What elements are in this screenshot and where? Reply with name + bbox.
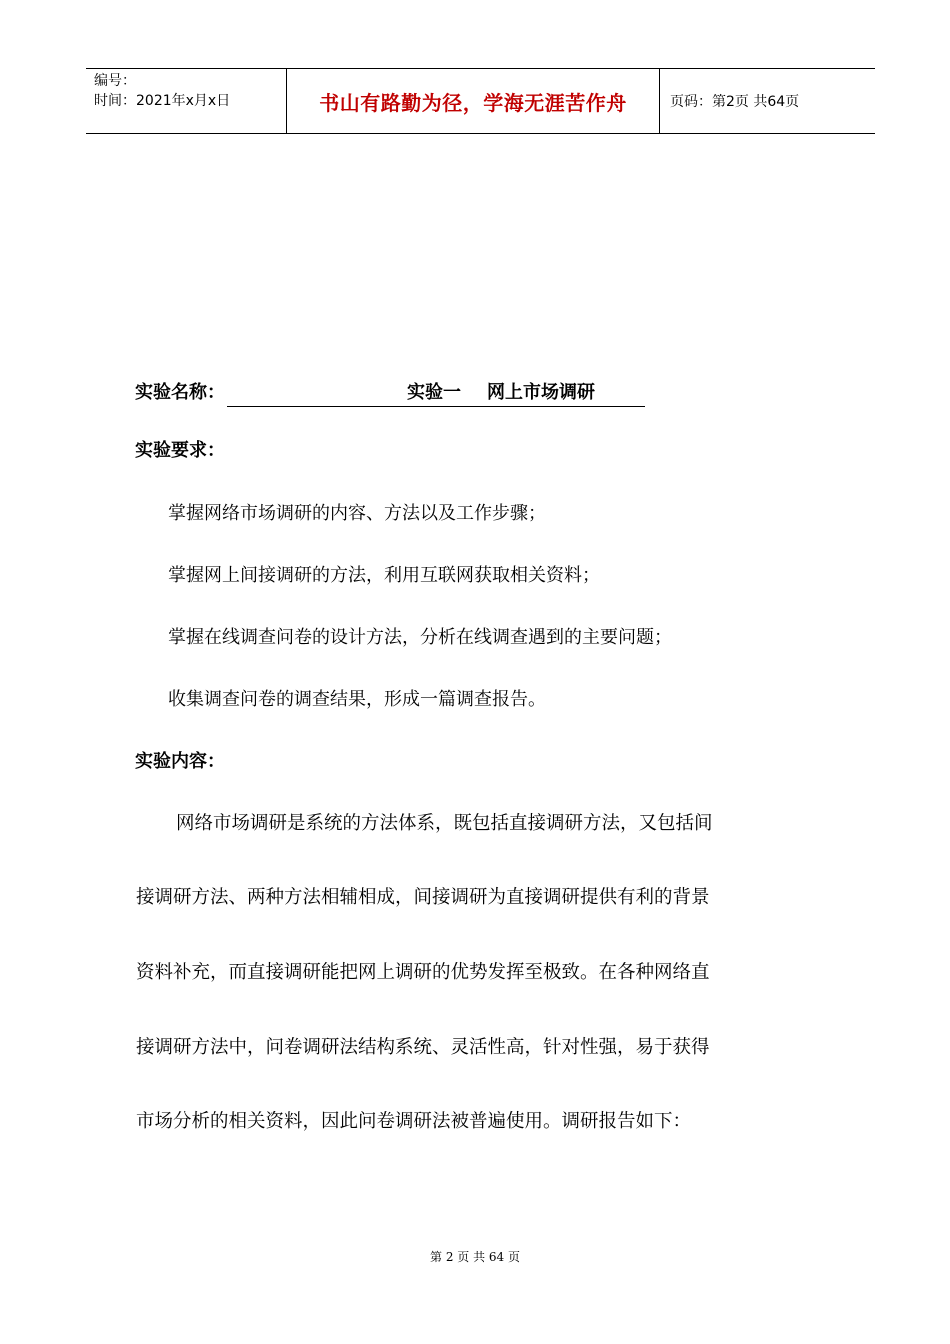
page-footer: 第 2 页 共 64 页 <box>430 1250 520 1264</box>
content-label: 实验内容： <box>135 751 225 772</box>
requirement-item: 掌握网络市场调研的内容、方法以及工作步骤； <box>168 503 546 524</box>
experiment-name-row <box>135 378 645 407</box>
number-label: 编号： <box>94 73 136 89</box>
content-line: 接调研方法中，问卷调研法结构系统、灵活性高，针对性强，易于获得 <box>136 1037 710 1058</box>
experiment-name-part1: 实验一 <box>407 382 461 403</box>
content-line: 接调研方法、两种方法相辅相成，间接调研为直接调研提供有利的背景 <box>136 887 710 908</box>
requirement-item: 收集调查问卷的调查结果，形成一篇调查报告。 <box>168 689 546 710</box>
content-line: 市场分析的相关资料，因此问卷调研法被普遍使用。调研报告如下： <box>136 1111 692 1132</box>
content-line: 资料补充，而直接调研能把网上调研的优势发挥至极致。在各种网络直 <box>136 962 710 983</box>
header-meta <box>86 69 286 133</box>
experiment-name-part2: 网上市场调研 <box>487 382 595 403</box>
requirements-label: 实验要求： <box>135 440 225 461</box>
requirement-item: 掌握网上间接调研的方法，利用互联网获取相关资料； <box>168 565 600 586</box>
motto: 书山有路勤为径，学海无涯苦作舟 <box>319 90 627 115</box>
requirement-item: 掌握在线调查问卷的设计方法，分析在线调查遇到的主要问题； <box>168 627 672 648</box>
time-label: 时间：2021年x月x日 <box>94 93 231 109</box>
content-line: 网络市场调研是系统的方法体系，既包括直接调研方法，又包括间 <box>176 813 713 834</box>
page-info: 页码：第2页 共64页 <box>670 94 800 110</box>
page-header <box>86 68 875 134</box>
header-motto-cell <box>286 69 660 133</box>
experiment-name-value <box>227 380 645 407</box>
header-page-info <box>660 69 875 133</box>
experiment-name-label: 实验名称： <box>135 382 225 403</box>
